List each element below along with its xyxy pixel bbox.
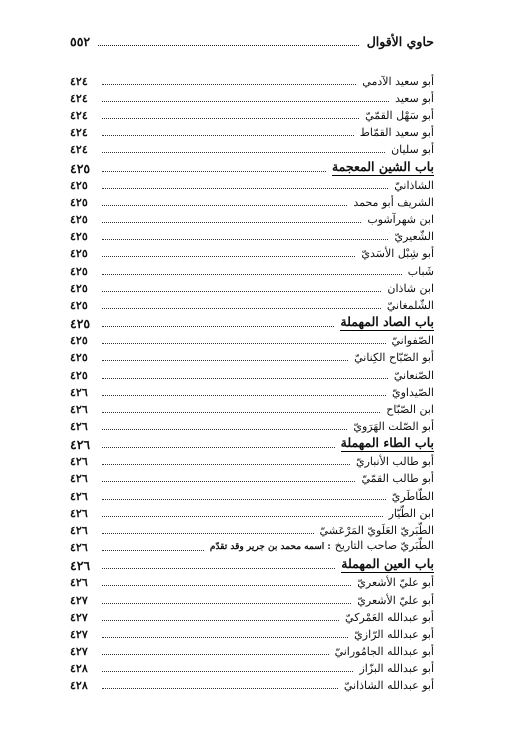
index-entry	[70, 573, 434, 590]
leader-dots	[102, 464, 350, 465]
index-entry	[70, 469, 434, 486]
index-entry	[70, 590, 434, 607]
entry-page-number: ٤٢٤	[70, 109, 88, 123]
index-entry	[70, 261, 434, 278]
leader-dots	[102, 360, 348, 361]
leader-dots	[102, 118, 359, 119]
entry-page-number: ٤٢٦	[70, 523, 88, 537]
entry-page-number: ٤٢٥	[70, 230, 88, 244]
leader-dots	[102, 568, 335, 569]
page-number: ٥٥٢	[70, 33, 91, 49]
entry-label: أبو عليّ الأشعريّ	[357, 576, 434, 590]
entry-page-number: ٤٢٤	[70, 92, 88, 106]
section-heading	[70, 313, 434, 332]
entry-label: أبو الصّبّاح الكِنانيّ	[354, 351, 434, 365]
entry-page-number: ٤٢٦	[70, 576, 88, 590]
section-heading-label: باب العين المهملة	[341, 556, 434, 572]
leader-dots	[102, 135, 354, 136]
leader-dots	[102, 222, 361, 223]
entry-page-number: ٤٢٧	[70, 627, 88, 641]
entry-label: أبو عليّ الأشعريّ	[357, 593, 434, 607]
entry-label: الطّبَريّ صاحب التاريخ	[334, 538, 434, 552]
entry-label: أبو عبدالله العَمْركيّ	[345, 610, 434, 624]
entry-page-number: ٤٢٤	[70, 126, 88, 140]
entry-page-number: ٤٢٨	[70, 661, 88, 675]
leader-dots	[102, 152, 385, 153]
entry-page-number: ٤٢٥	[70, 213, 88, 227]
entry-label: أبو شِبْل الأسَديّ	[361, 247, 434, 261]
entry-page-number: ٤٢٥	[70, 196, 88, 210]
entry-page-number: ٤٢٥	[70, 368, 88, 382]
index-entry	[70, 296, 434, 313]
leader-dots	[102, 533, 314, 534]
entry-page-number: ٤٢٤	[70, 143, 88, 157]
leader-dots	[102, 205, 347, 206]
entry-label: الشّعيريّ	[394, 230, 434, 244]
entry-label: أبو سعيد	[395, 92, 434, 106]
leader-dots	[102, 603, 351, 604]
entry-page-number: ٤٢٤	[70, 75, 88, 89]
entry-label: شَباب	[407, 264, 434, 278]
entry-page-number: ٤٢٥	[70, 160, 91, 176]
entry-label: أبو سعيد الآدمي	[362, 75, 434, 89]
index-entry	[70, 676, 434, 693]
entry-page-number: ٤٢٦	[70, 455, 88, 469]
leader-dots	[102, 516, 383, 517]
leader-dots	[102, 378, 388, 379]
entry-label: أبو سليان	[391, 143, 434, 157]
entry-page-number: ٤٢٥	[70, 264, 88, 278]
index-entry	[70, 452, 434, 469]
entry-page-number: ٤٢٥	[70, 179, 88, 193]
entry-page-number: ٤٢٦	[70, 419, 88, 433]
entry-page-number: ٤٢٦	[70, 558, 91, 574]
leader-dots	[102, 274, 402, 275]
leader-dots	[102, 637, 348, 638]
entry-label: أبو الصّلت الهَرَويّ	[353, 419, 434, 433]
index-entry	[70, 538, 434, 555]
index-entry	[70, 608, 434, 625]
entry-page-number: ٤٢٦	[70, 402, 88, 416]
entry-label: ابن الطّيّار	[388, 506, 434, 520]
leader-dots	[102, 395, 386, 396]
entry-page-number: ٤٢٥	[70, 351, 88, 365]
index-entry	[70, 89, 434, 106]
entry-label: الشّلمغانيّ	[386, 298, 434, 312]
section-heading	[70, 157, 434, 176]
index-entry	[70, 140, 434, 157]
entry-page-number: ٤٢٦	[70, 540, 88, 554]
index-entry	[70, 193, 434, 210]
leader-dots	[102, 671, 353, 672]
entry-label: الشاذانيّ	[394, 179, 434, 193]
leader-dots	[102, 688, 338, 689]
index-entry	[70, 521, 434, 538]
entry-page-number: ٤٢٥	[70, 298, 88, 312]
entry-label: أبو طالب القمّيّ	[361, 472, 434, 486]
index-entry	[70, 383, 434, 400]
entry-label: أبو عبدالله الشاذانيّ	[343, 679, 434, 692]
section-heading	[70, 555, 434, 574]
leader-dots	[102, 343, 386, 344]
entry-page-number: ٤٢٧	[70, 644, 88, 658]
entry-label: ابن الصّبّاح	[386, 402, 434, 416]
leader-dots	[102, 291, 381, 292]
leader-dots	[102, 585, 351, 586]
leader-dots	[102, 101, 389, 102]
entry-label: الشريف أبو محمد	[353, 196, 434, 210]
entry-label: الطّاطَريّ	[391, 489, 434, 503]
index-entry	[70, 176, 434, 193]
entry-label: أبو عبدالله الرّازيّ	[354, 627, 434, 641]
page-header	[70, 28, 434, 54]
leader-dots	[102, 412, 380, 413]
leader-dots	[102, 239, 388, 240]
entry-label: ابن شهرآشوب	[367, 213, 434, 227]
leader-dots	[102, 308, 381, 309]
entry-page-number: ٤٢٥	[70, 334, 88, 348]
leader-dots	[102, 171, 326, 172]
entry-page-number: ٤٢٦	[70, 472, 88, 486]
entry-label: الطّبَريّ العَلَويّ المَرْعَشيّ	[319, 523, 434, 537]
entry-page-number: ٤٢٦	[70, 489, 88, 503]
entry-label: أبو سَهْل القمّيّ	[365, 109, 434, 123]
running-title: حاوي الأقوال	[366, 33, 434, 49]
entry-label: الصّيداويّ	[391, 385, 434, 399]
index-entry	[70, 642, 434, 659]
index-entry	[70, 210, 434, 227]
entry-page-number: ٤٢٥	[70, 281, 88, 295]
index-entry	[70, 331, 434, 348]
index-entry	[70, 504, 434, 521]
entry-label: أبو عبدالله الجامُورانيّ	[334, 644, 434, 658]
leader-dots	[102, 481, 355, 482]
index-entry	[70, 659, 434, 676]
entry-note: : اسمه محمد بن جرير وقد تقدّم	[209, 541, 331, 552]
index-entries	[70, 72, 434, 693]
index-entry	[70, 625, 434, 642]
entry-page-number: ٤٢٦	[70, 385, 88, 399]
leader-dots	[102, 429, 347, 430]
entry-label: أبو عبدالله البزّاز	[359, 661, 434, 675]
entry-label: أبو سعيد القمّاط	[359, 126, 434, 140]
entry-page-number: ٤٢٨	[70, 679, 88, 692]
entry-label: ابن شاذان	[387, 281, 434, 295]
leader-dots	[102, 256, 355, 257]
section-heading-label: باب الصاد المهملة	[340, 314, 434, 330]
leader-dots	[102, 84, 356, 85]
entry-page-number: ٤٢٦	[70, 437, 91, 453]
section-heading-label: باب الشين المعجمة	[331, 158, 434, 174]
index-entry	[70, 365, 434, 382]
leader-dots	[102, 550, 204, 551]
entry-page-number: ٤٢٦	[70, 506, 88, 520]
index-entry	[70, 417, 434, 434]
entry-page-number: ٤٢٥	[70, 316, 91, 332]
leader-dots	[102, 499, 386, 500]
index-entry	[70, 244, 434, 261]
index-entry	[70, 486, 434, 503]
leader-dots	[102, 188, 388, 189]
index-entry	[70, 106, 434, 123]
header-leader-dots	[98, 37, 359, 46]
index-entry	[70, 279, 434, 296]
index-entry	[70, 72, 434, 89]
entry-label: أبو طالب الأنباريّ	[355, 455, 434, 469]
leader-dots	[102, 447, 335, 448]
entry-page-number: ٤٢٧	[70, 610, 88, 624]
entry-page-number: ٤٢٥	[70, 247, 88, 261]
entry-label: الصّفوانيّ	[391, 334, 434, 348]
leader-dots	[102, 326, 334, 327]
index-entry	[70, 400, 434, 417]
leader-dots	[102, 620, 339, 621]
entry-page-number: ٤٢٧	[70, 593, 88, 607]
index-entry	[70, 348, 434, 365]
entry-label: الصّنعانيّ	[393, 368, 434, 382]
index-entry	[70, 123, 434, 140]
index-entry	[70, 227, 434, 244]
section-heading	[70, 434, 434, 453]
leader-dots	[102, 654, 329, 655]
section-heading-label: باب الطاء المهملة	[340, 435, 434, 451]
